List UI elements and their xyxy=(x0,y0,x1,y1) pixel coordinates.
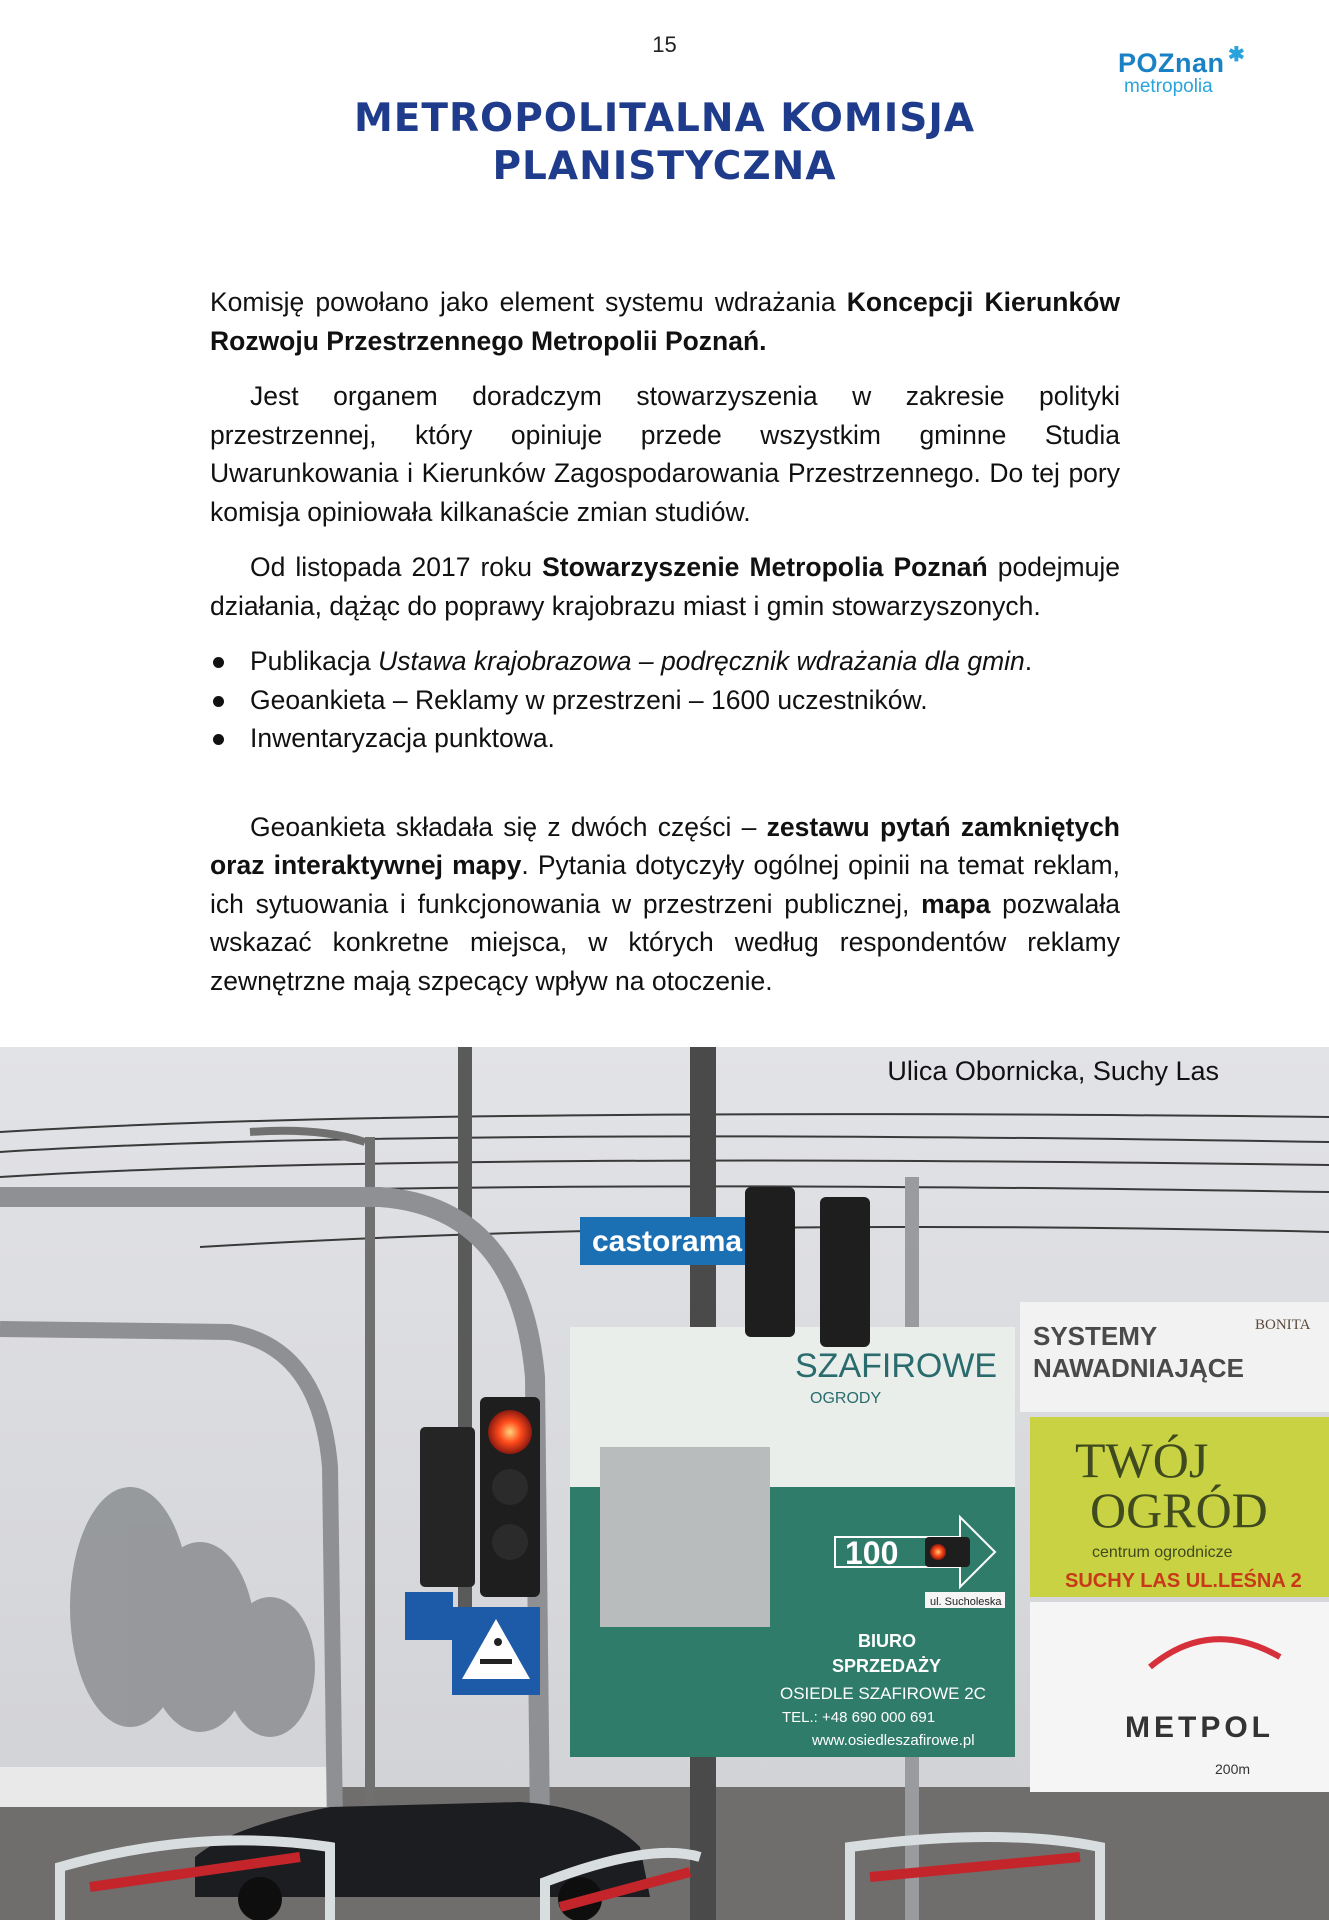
paragraph-geoankieta: Geoankieta składała się z dwóch części – zestawu pytań zamkniętych oraz interaktywnej mapy. Pytania dotyczyły ogólnej opinii na temat reklam, ich sytuowania i funkcjonowania w przestrzeni publicznej, mapa pozwalała wskazać konkretne miejsca, w których według respondentów reklamy zewnętrzne mają szpecący wpływ na otoczenie. xyxy=(210,811,1121,996)
distance-text: 100 xyxy=(845,1535,899,1571)
traffic-light-main xyxy=(420,1397,540,1597)
metpol-billboard xyxy=(1030,1602,1329,1792)
svg-text:METPOL: METPOL xyxy=(1125,1711,1274,1744)
svg-text:centrum ogrodnicze: centrum ogrodnicze xyxy=(1092,1544,1233,1561)
traffic-light-upper-2 xyxy=(820,1197,870,1347)
main-text xyxy=(210,283,1120,1017)
bold-map: mapa xyxy=(921,888,991,919)
list-item: Inwentaryzacja punktowa. xyxy=(210,719,1120,758)
pedestrian-crossing-sign xyxy=(452,1607,540,1695)
title-line-2: PLANISTYCZNA xyxy=(492,144,837,189)
paragraph-intro: Komisję powołano jako element systemu wdrażania Koncepcji Kierunków Rozwoju Przestrzennego Metropolii Poznań. xyxy=(210,287,1120,356)
page-number: 15 xyxy=(652,32,677,57)
svg-text:www.osiedleszafirowe.pl: www.osiedleszafirowe.pl xyxy=(812,1732,975,1749)
svg-text:OGRODY: OGRODY xyxy=(810,1390,882,1407)
svg-text:BIURO: BIURO xyxy=(858,1631,916,1651)
svg-text:OSIEDLE SZAFIROWE 2C: OSIEDLE SZAFIROWE 2C xyxy=(780,1684,986,1703)
castorama-text: castorama xyxy=(592,1225,743,1258)
svg-text:ul. Sucholeska: ul. Sucholeska xyxy=(930,1596,1002,1608)
svg-text:200m: 200m xyxy=(1215,1761,1251,1777)
poznan-metropolia-logo xyxy=(1118,44,1245,98)
bullet-list xyxy=(210,642,1120,758)
logo-bottom-text: metropolia xyxy=(1124,76,1213,97)
svg-text:BONITA: BONITA xyxy=(1255,1317,1311,1333)
pedestrian-crossing-sign-2 xyxy=(405,1592,453,1640)
traffic-light-upper xyxy=(745,1187,795,1337)
paragraph-role: Jest organem doradczym stowarzyszenia w zakresie polityki przestrzennej, który opiniuje przede wszystkim gminne Studia Uwarunkowania i Kierunków Zagospodarowania Przestrzennego. Do tej pory komisja opiniowała kilkanaście zmian studiów. xyxy=(210,381,1120,527)
title-line-1: METROPOLITALNA KOMISJA xyxy=(353,96,976,141)
list-item: Publikacja Ustawa krajobrazowa – podręcznik wdrażania dla gmin. xyxy=(210,642,1120,681)
svg-text:NAWADNIAJĄCE: NAWADNIAJĄCE xyxy=(1033,1353,1244,1383)
publication-title: Ustawa krajobrazowa – podręcznik wdrażania dla gmin xyxy=(378,646,1025,676)
svg-text:SPRZEDAŻY: SPRZEDAŻY xyxy=(832,1656,942,1676)
svg-text:TEL.: +48 690 000 691: TEL.: +48 690 000 691 xyxy=(782,1709,936,1726)
bold-concept: Koncepcji Kierunków Rozwoju Przestrzennego Metropolii Poznań. xyxy=(210,287,1120,356)
street-lamp-pole xyxy=(365,1137,375,1877)
svg-text:SUCHY LAS UL.LEŚNA 2: SUCHY LAS UL.LEŚNA 2 xyxy=(1065,1570,1302,1592)
szafirowe-text: SZAFIROWE xyxy=(795,1347,998,1385)
svg-text:TWÓJ: TWÓJ xyxy=(1075,1432,1209,1488)
star-icon: ✱ xyxy=(1228,44,1245,66)
snow-bank xyxy=(0,1767,330,1807)
paragraph-activities: Od listopada 2017 roku Stowarzyszenie Metropolia Poznań podejmuje działania, dążąc do poprawy krajobrazu miast i gmin stowarzyszonych. xyxy=(210,552,1120,621)
photo-caption: Ulica Obornicka, Suchy Las xyxy=(887,1056,1219,1086)
svg-text:SYSTEMY: SYSTEMY xyxy=(1033,1321,1158,1351)
svg-text:OGRÓD: OGRÓD xyxy=(1090,1482,1268,1538)
bold-survey-parts: zestawu pytań zamkniętych oraz interaktywnej mapy xyxy=(210,811,1120,880)
page-title xyxy=(0,95,1329,191)
street-photo xyxy=(0,1047,1329,1920)
bold-association: Stowarzyszenie Metropolia Poznań xyxy=(542,552,988,582)
list-item: Geoankieta – Reklamy w przestrzeni – 1600 uczestników. xyxy=(210,681,1120,720)
logo-top-text: POZnan xyxy=(1118,48,1225,78)
